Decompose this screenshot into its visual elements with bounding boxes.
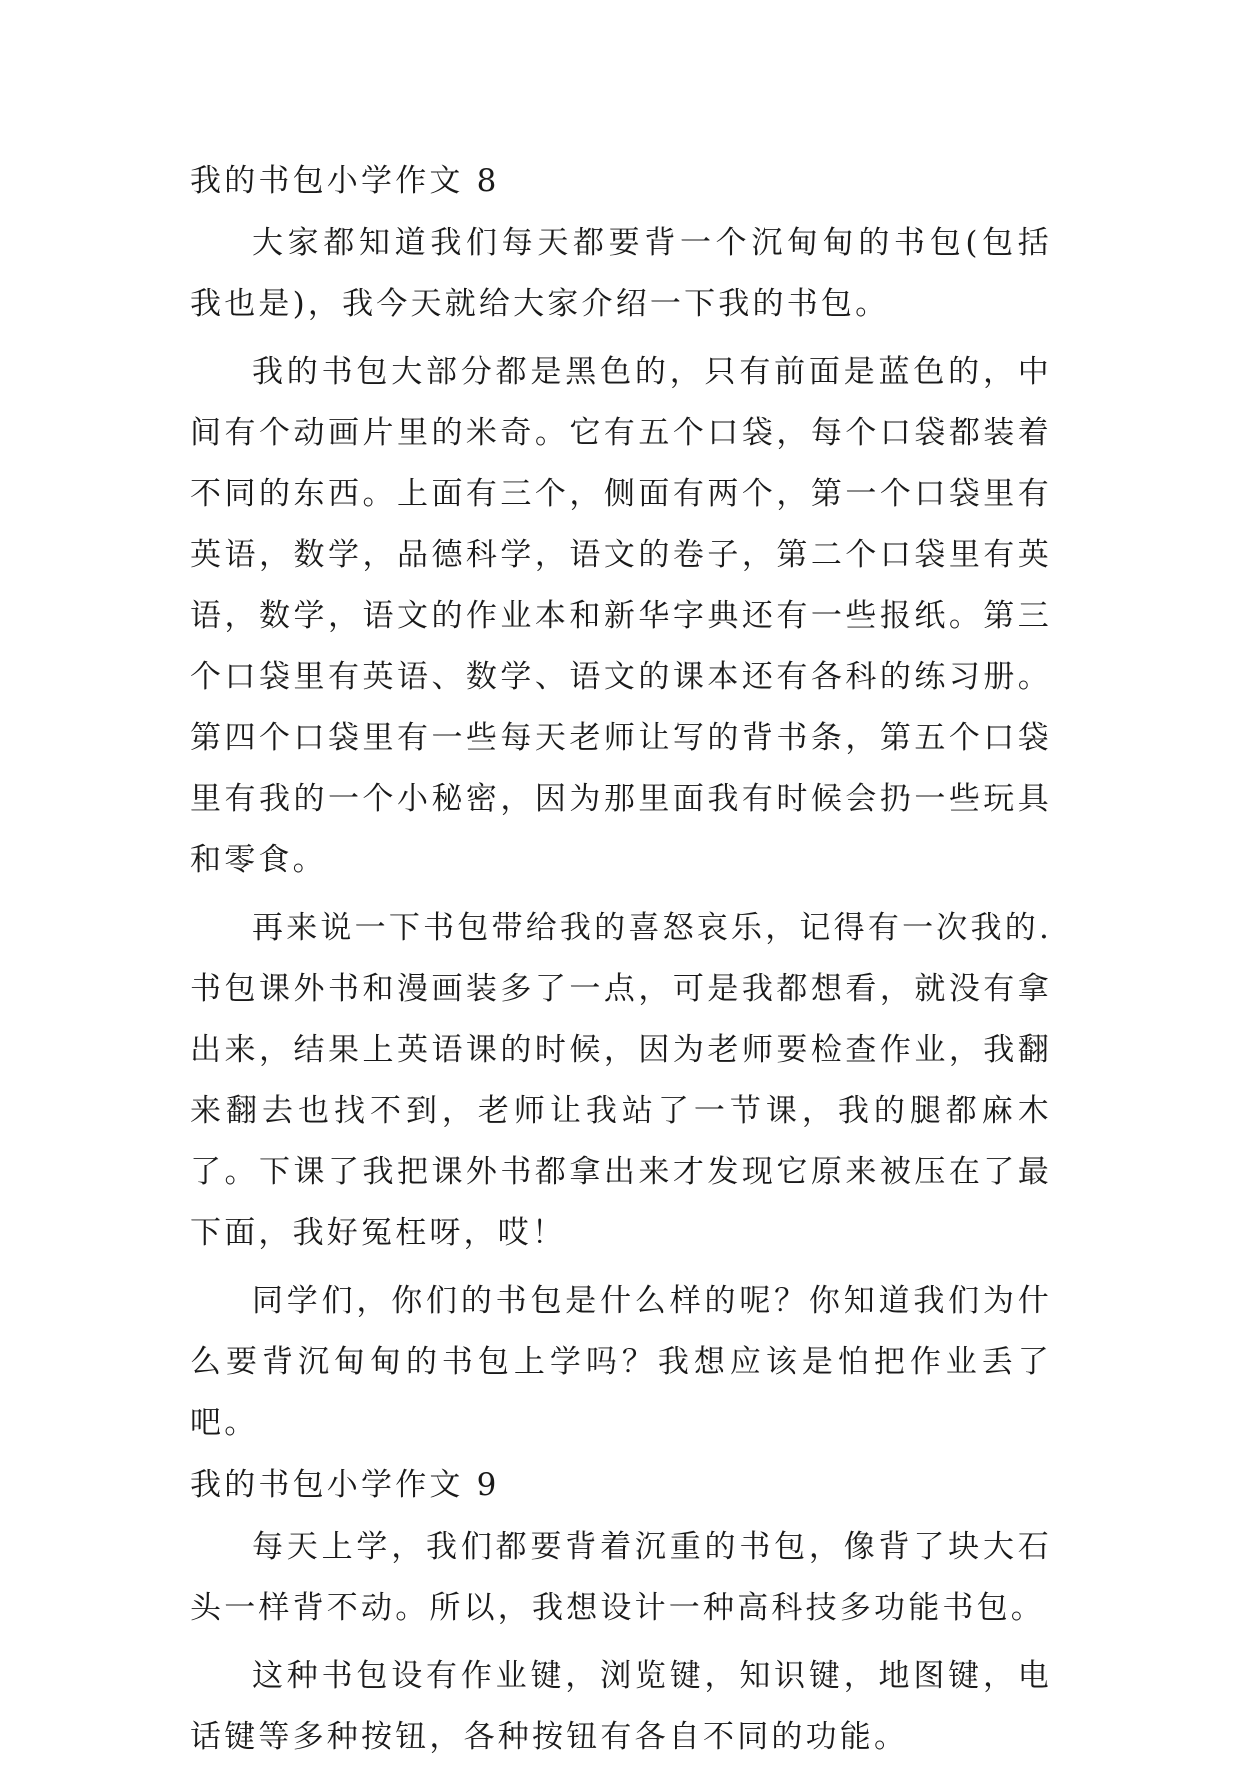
section-heading-9: 我的书包小学作文 9: [190, 1467, 500, 1503]
paragraph: 这种书包设有作业键，浏览键，知识键，地图键，电话键等多种按钮，各种按钮有各自不同的功能。: [190, 1658, 1052, 1755]
document-body: [190, 150, 1052, 1768]
paragraph: 同学们，你们的书包是什么样的呢？你知道我们为什么要背沉甸甸的书包上学吗？我想应该是怕把作业丢了吧。: [190, 1283, 1052, 1441]
paragraph: 每天上学，我们都要背着沉重的书包，像背了块大石头一样背不动。所以，我想设计一种高科技多功能书包。: [190, 1529, 1052, 1626]
section-heading-8: 我的书包小学作文 8: [190, 163, 500, 199]
paragraph: 大家都知道我们每天都要背一个沉甸甸的书包(包括我也是)，我今天就给大家介绍一下我的书包。: [190, 225, 1052, 322]
paragraph: 我的书包大部分都是黑色的，只有前面是蓝色的，中间有个动画片里的米奇。它有五个口袋，每个口袋都装着不同的东西。上面有三个，侧面有两个，第一个口袋里有英语，数学，品德科学，语文的卷子，第二个口袋里有英语，数学，语文的作业本和新华字典还有一些报纸。第三个口袋里有英语、数学、语文的课本还有各科的练习册。第四个口袋里有一些每天老师让写的背书条，第五个口袋里有我的一个小秘密，因为那里面我有时候会扔一些玩具和零食。: [190, 354, 1052, 878]
paragraph: 再来说一下书包带给我的喜怒哀乐，记得有一次我的.书包课外书和漫画装多了一点，可是我都想看，就没有拿出来，结果上英语课的时候，因为老师要检查作业，我翻来翻去也找不到，老师让我站了一节课，我的腿都麻木了。下课了我把课外书都拿出来才发现它原来被压在了最下面，我好冤枉呀，哎！: [190, 910, 1052, 1251]
